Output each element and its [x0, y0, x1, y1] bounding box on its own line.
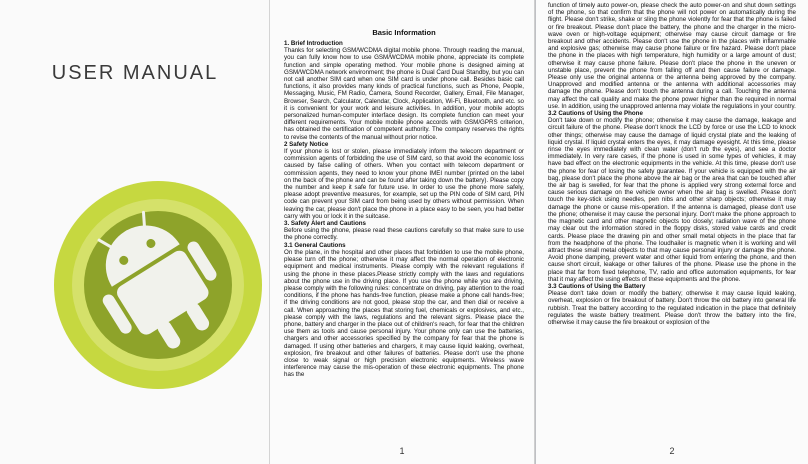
section-text: On the plane, in the hospital and other places that forbidden to use the mobile phone, please turn off the phone; otherwise it may affect the normal operation of electronic equipment and medical instruments. Please comply with the relevant regulations if using the phone in these places.Please strictly comply with the laws and regulations about the phone use in the driving place. If you use the phone while you are driving, please comply with the following rules: concentrate on driving, pay attention to the road conditions, if the phone has hands-free function, please make a phone call hands-free; if the driving conditions are not good, please stop the car, and then dial or receive a call. When approaching the places that storing fuel, chemicals or explosives, and etc., please comply with the laws, regulations and the relevant signs. Please place the phone, battery and charger in the place out of children's reach, for fear that the children use them as tools and cause personal injury. Your phone only can use the batteries, chargers and other accessories specified by the company for fear that the phone is damaged. If using other batteries and chargers, it may cause liquid leaking, overheat, explosion, fire breakout and other failures of batteries. Please don't use the phone close to weak signal or high precision electronic equipments. Wireless wave interference may cause the mis-operation of these electronic equipments. The phone has the — [284, 248, 524, 379]
section-heading: 1. Brief Introduction — [284, 40, 343, 47]
manual-page-2 — [536, 0, 808, 464]
section-text: Thanks for selecting GSM/WCDMA digital mobile phone. Through reading the manual, you can fully know how to use GSM/WCDMA mobile phone, appreciate its complete function and simple operating method. Your mobile phone is designed aiming at GSM/WCDMA network environment; the phone is Dual Card Dual Standby, but you can not call another SIM card when one SIM card is under phone call. Besides basic call functions, it also provides many kinds of practical functions, such as Phone, People, Messaging, Music, FM Radio, Camera, Sound Recorder, Gallery, Email, File Manager, Browser, Search, Calculator, Calendar, Clock, Application, Wi-Fi, Bluetooth, and etc. so it is convenient for your work and leisure activities. In addition, your mobile adopts personalized human-computer interface design. Its complete function can meet your different requirements. Your mobile mobile phone accords with GSM/GPRS criterion, has obtained the certification of competent authority. The company reserves the rights to revise the contents of the manual without prior notice. — [284, 47, 524, 141]
section-text: If your phone is lost or stolen, please immediately inform the telecom department or commission agents of forbidding the use of SIM card, so that avoid the economic loss caused by false calling of others. When you contact with telecom department or commission agents, they need to know your phone IMEI number (printed on the label on the back of the phone and can be found after taking down the battery). Please copy the number and keep it safe for future use. In order to use the phone more safely, please adopt preventive measures, for example, set up the PIN code of SIM card, PIN code can prevent your SIM card from being used by others without permission. When leaving the car, please don't place the phone in a place easy to be seen, you had better carry with you or lock it in the suitcase. — [284, 148, 524, 220]
cover-page — [0, 0, 270, 464]
section-text: Before using the phone, please read these cautions carefully so that make sure to use the phone correctly. — [284, 227, 524, 242]
cover-title: USER MANUAL — [51, 62, 219, 84]
section-text: function of timely auto power-on, please check the auto power-on and shut down settings of the phone, so that confirm that the phone will not power on automatically during the flight. Please don't strike, shake or sling the phone violently for fear that the phone is failed or fire breakout. Please don't place the battery, the phone and the charger in the micro-wave oven or high-voltage equipment; otherwise may cause circuit damage or fire breakout and other accidents. Please don't use the phone in the places with inflammable and explosive gas; otherwise may cause phone failure or fire hazard. Please don't place the phone in the places with high temperature, high humidity or a large amount of dust; otherwise it may cause phone failure. Please don't place the phone in the uneven or unstable place, prevent the phone from falling off and then cause failure or damage. Please only use the original antenna or the antenna being approved by the company. Unapproved and modified antenna or the antenna with additional accessories may damage the phone. Please don't touch the antenna during a call. Touching the antenna may affect the call quality and make the phone power higher than the required in normal use. In addition, using the unapproved antenna may violate the regulations in your country. — [548, 2, 796, 110]
section-text: Please don't take down or modify the battery; otherwise it may cause liquid leaking, overheat, explosion or fire breakout of battery. Don't throw the old battery into general life rubbish. Treat the battery according to the regulated indication in the place that definitely regulates the waste battery treatment. Please don't throw the battery into the fire, otherwise it may cause the fire breakout or explosion of the — [548, 290, 796, 326]
section-heading: 3.1 General Cautions — [284, 241, 346, 249]
section-text: Don't take down or modify the phone; otherwise it may cause the damage, leakage and circuit failure of the phone. Please don't knock the LCD by force or use the LCD to knock other things; otherwise may cause the damage of liquid crystal plate and the leaking of liquid crystal. If liquid crystal enters the eyes, it may damage eyesight. At this time, please rinse the eyes immediately with clean water (don't rub the eyes), and see a doctor immediately. In very rare cases, if the phone is used in some types of vehicles, it may have bad effect on the electronic equipments in the vehicle. At this time, please don't use the phone for fear of losing the safety guarantee. If your vehicle is equipped with the air bag, please don't place the phone above the air bag or the area that can be touched after the air bag is swelled, for fear that the phone is applied very strong external force and cause serious damage on the vehicle owner when the air bag is swelled. Please don't touch the key-stick using needles, pen nibs and other sharp objects; otherwise it may damage the phone or cause mis-operation. If the antenna is damaged, please don't use the phone; otherwise it may cause the personal injury. Don't make the phone approach to the magnetic card and other magnetic objects too closely; radiation wave of the phone may clear out the information stored in the floppy disks, stored value cards and credit cards. Please place the drawing pin and other small metal objects in the place that far from the headphone of the phone. The loudhailer is magnetic when it is working and will attract these small metal objects to that may cause personal injury or damage the phone. Avoid phone damping, prevent water and other liquid from entering the phone, and then cause short circuit, leakage or other failures of the phone. Please use the phone in the place that far from fixed telephone, TV, radio and office automation equipments, for fear that it may affect the using effects of these equipments and the phone. — [548, 117, 796, 283]
section-heading: 3. Safety Alert and Cautions — [284, 220, 366, 228]
section-heading: 3.3 Cautions of Using the Battery — [548, 282, 646, 290]
page-number: 1 — [399, 446, 405, 456]
manual-page-1 — [270, 0, 535, 464]
section-heading: 2 Safety Notice — [284, 140, 329, 148]
page-number: 2 — [669, 446, 675, 456]
section-heading: 3.2 Cautions of Using the Phone — [548, 110, 643, 118]
page-title: Basic Information — [372, 28, 436, 37]
android-robot-icon — [0, 0, 270, 464]
